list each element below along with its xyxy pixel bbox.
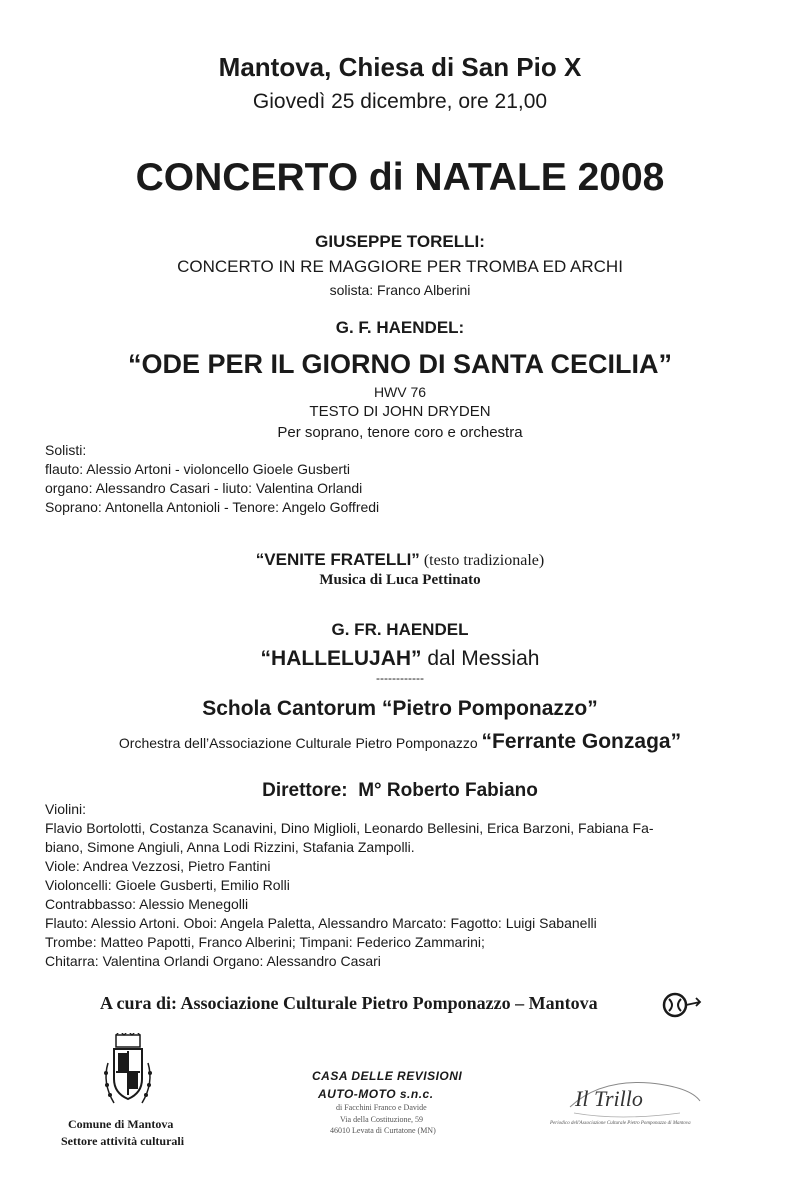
comune-name: Comune di Mantova [68, 1117, 174, 1131]
comune-crest-icon [98, 1033, 158, 1113]
orchestra-list-line: Viole: Andrea Vezzosi, Pietro Fantini [45, 858, 271, 874]
date-line: Giovedì 25 dicembre, ore 21,00 [252, 90, 548, 113]
soloists-label: Solisti: [45, 442, 87, 458]
director-line [0, 780, 800, 802]
venite-music: Musica di Luca Pettinato [319, 572, 481, 588]
soloist-line: Soprano: Antonella Antonioli - Tenore: Angelo Goffredi [45, 499, 380, 515]
torelli-work: CONCERTO IN RE MAGGIORE PER TROMBA ED ARCHI [177, 257, 623, 276]
orchestra-list-line: Violini: [45, 801, 86, 817]
hallelujah-title: “HALLELUJAH” [260, 647, 422, 670]
orchestra-list [45, 800, 654, 971]
hallelujah-composer: G. FR. HAENDEL [331, 620, 469, 639]
sponsor-name: CASA DELLE REVISIONI [312, 1069, 463, 1083]
torelli-soloist: solista: Franco Alberini [329, 282, 471, 298]
comune-dept: Settore attività culturali [61, 1134, 185, 1148]
orchestra-name: “Ferrante Gonzaga” [481, 730, 682, 753]
sponsor-type: AUTO-MOTO s.n.c. [318, 1087, 434, 1101]
sponsor-owners: di Facchini Franco e Davide [336, 1103, 427, 1112]
trillo-wordmark: Il Trillo [575, 1086, 643, 1111]
choir-name: Schola Cantorum “Pietro Pomponazzo” [202, 697, 598, 720]
separator: ------------ [376, 671, 424, 685]
ode-soloists [45, 441, 379, 517]
venite-title: “VENITE FRATELLI” [255, 550, 420, 569]
hallelujah-source: dal Messiah [421, 647, 540, 670]
sponsor-street: Via della Costituzione, 59 [340, 1115, 424, 1124]
ode-title: “ODE PER IL GIORNO DI SANTA CECILIA” [127, 349, 673, 379]
soloist-line: organo: Alessandro Casari - liuto: Valentina Orlandi [45, 480, 363, 496]
concert-title: CONCERTO di NATALE 2008 [135, 156, 665, 199]
curated-by: A cura di: Associazione Culturale Pietro Pomponazzo – Mantova [100, 993, 598, 1013]
director-name: M° Roberto Fabiano [358, 780, 538, 801]
orchestra-list-line: biano, Simone Angiuli, Anna Lodi Rizzini, Stafania Zampolli. [45, 839, 415, 855]
ode-catalog: HWV 76 [373, 384, 427, 400]
association-logo-icon [660, 990, 704, 1020]
sponsor-city: 46010 Levata di Curtatone (MN) [330, 1126, 436, 1135]
orchestra-list-line: Contrabbasso: Alessio Menegolli [45, 896, 249, 912]
orchestra-list-line: Trombe: Matteo Papotti, Franco Alberini; Timpani: Federico Zammarini; [45, 934, 485, 950]
torelli-composer: GIUSEPPE TORELLI: [315, 232, 485, 251]
orchestra-list-line: Flauto: Alessio Artoni. Oboi: Angela Paletta, Alessandro Marcato: Fagotto: Luigi Sabanelli [45, 915, 597, 931]
orchestra-list-line: Violoncelli: Gioele Gusberti, Emilio Rolli [45, 877, 290, 893]
venite-note: (testo tradizionale) [419, 552, 545, 569]
trillo-caption: Periodico dell'Associazione Culturale Pietro Pomponazzo di Mantova [550, 1121, 691, 1126]
orchestra-line [0, 730, 800, 754]
venue-heading: Mantova, Chiesa di San Pio X [218, 52, 582, 82]
orchestra-list-line: Flavio Bortolotti, Costanza Scanavini, Dino Miglioli, Leonardo Bellesini, Erica Barzoni, Fabiana Fa- [45, 820, 654, 836]
soloist-line: flauto: Alessio Artoni - violoncello Gioele Gusberti [45, 461, 351, 477]
hallelujah-heading [0, 647, 800, 671]
orchestra-list-line: Chitarra: Valentina Orlandi Organo: Alessandro Casari [45, 953, 381, 969]
ode-scoring: Per soprano, tenore coro e orchestra [277, 424, 523, 441]
venite-heading [0, 550, 800, 570]
director-label: Direttore: [262, 780, 348, 801]
orchestra-prefix: Orchestra dell’Associazione Culturale Pietro Pomponazzo [118, 735, 482, 751]
ode-text-by: TESTO DI JOHN DRYDEN [309, 403, 491, 420]
ode-composer: G. F. HAENDEL: [335, 318, 465, 337]
